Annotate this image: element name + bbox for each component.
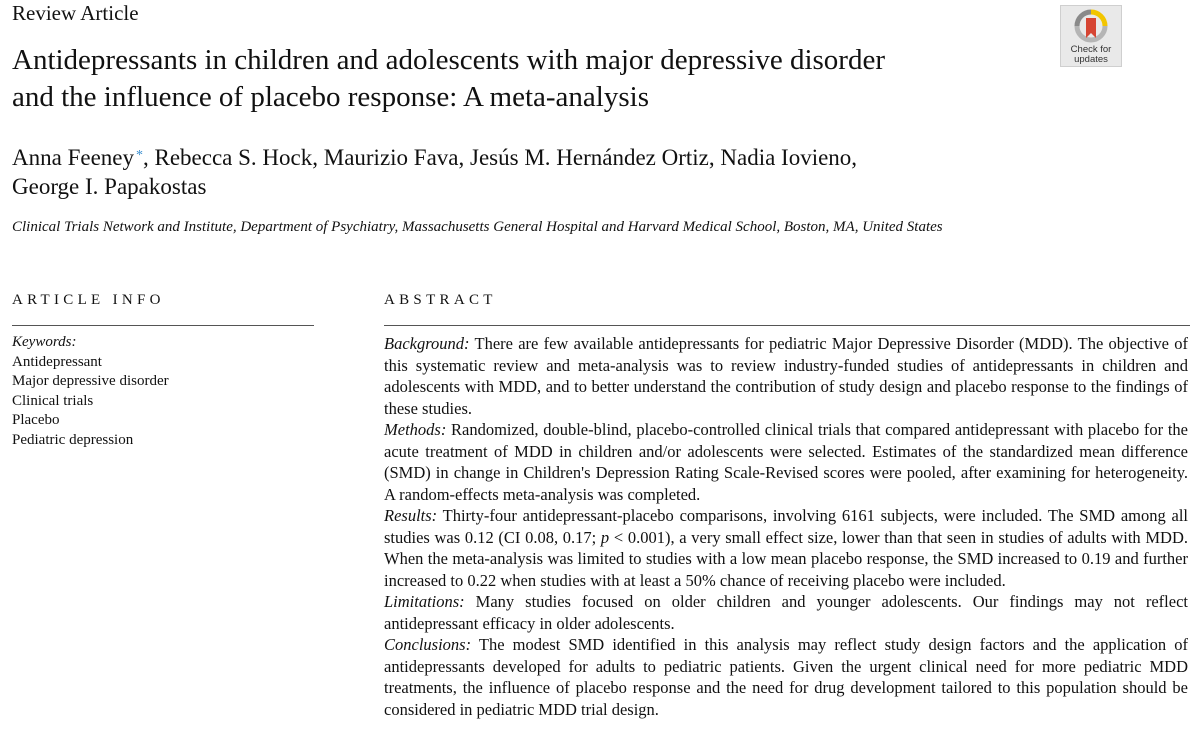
abstract-methods — [384, 419, 1188, 505]
results-text-b: < 0.001), a very small effect size, lower than that seen in studies of adults with MDD. When the meta-analysis was limited to studies with a low mean placebo response, the SMD increased to 0.19 and further increased to 0.22 when studies with at least a 50% chance of receiving placebo were included. — [384, 527, 1188, 590]
title-line1: Antidepressants in children and adolescents with major depressive disorder — [12, 44, 885, 76]
author-list-line2: George I. Papakostas — [12, 174, 207, 199]
corresponding-author-mark[interactable]: * — [136, 148, 143, 163]
background-text: There are few available antidepressants for pediatric Major Depressive Disorder (MDD). The objective of this systematic review and meta-analysis was to review industry-funded studies of antidepressants in children and adolescents with MDD, and to better understand the contribution of study design and placebo response to the findings of these studies. — [384, 334, 1188, 418]
abstract-heading: ABSTRACT — [384, 292, 497, 308]
article-info-divider — [12, 325, 314, 326]
check-for-updates-badge[interactable] — [1060, 5, 1122, 67]
limitations-text: Many studies focused on older children and younger adolescents. Our findings may not reflect antidepressant efficacy in older adolescents. — [384, 592, 1188, 633]
abstract-results — [384, 505, 1188, 591]
keywords-label: Keywords: — [12, 334, 77, 350]
results-p-symbol: p — [600, 527, 610, 547]
limitations-label: Limitations: — [384, 592, 465, 611]
affiliation: Clinical Trials Network and Institute, Department of Psychiatry, Massachusetts General Hospital and Harvard Medical School, Boston, MA, United States — [12, 219, 943, 235]
results-text-a: Thirty-four antidepressant-placebo comparisons, involving 6161 subjects, were included. The SMD among all studies was 0.12 (CI 0.08, 0.17; — [384, 506, 1188, 547]
article-type: Review Article — [12, 1, 139, 25]
badge-line1: Check for — [1070, 44, 1112, 55]
conclusions-label: Conclusions: — [384, 635, 472, 654]
keyword-item: Antidepressant — [12, 353, 102, 370]
methods-label: Methods: — [384, 420, 447, 439]
background-label: Background: — [384, 334, 470, 353]
badge-line2: updates — [1074, 54, 1108, 65]
author-list-rest: , Rebecca S. Hock, Maurizio Fava, Jesús M. Hernández Ortiz, Nadia Iovieno, — [143, 145, 858, 170]
author-list — [12, 143, 1072, 201]
methods-text: Randomized, double-blind, placebo-controlled clinical trials that compared antidepressant with placebo for the acute treatment of MDD in children and/or adolescents were selected. Estimates of the standardized mean difference (SMD) in change in Children's Depression Rating Scale-Revised scores were pooled, after examining for heterogeneity. A random-effects meta-analysis was completed. — [384, 420, 1188, 504]
keyword-item: Pediatric depression — [12, 431, 134, 448]
conclusions-text: The modest SMD identified in this analysis may reflect study design factors and the application of antidepressants developed for adults to pediatric patients. Given the urgent clinical need for more pediatric MDD treatments, the influence of placebo response and the need for drug development tailored to this population should be considered in pediatric MDD trial design. — [384, 635, 1188, 719]
abstract-background — [384, 333, 1188, 419]
results-label: Results: — [384, 506, 438, 525]
author-first[interactable]: Anna Feeney — [12, 145, 134, 170]
abstract-divider — [384, 325, 1190, 326]
keywords-block — [12, 333, 169, 450]
article-info-heading: ARTICLE INFO — [12, 292, 165, 308]
title-line2: and the influence of placebo response: A meta-analysis — [12, 81, 649, 113]
crossmark-icon — [1074, 9, 1108, 43]
keyword-item: Major depressive disorder — [12, 373, 169, 389]
keyword-item: Placebo — [12, 412, 60, 428]
article-title — [12, 42, 1052, 116]
abstract-conclusions — [384, 634, 1188, 720]
abstract-body — [384, 333, 1188, 720]
keyword-item: Clinical trials — [12, 392, 94, 409]
abstract-limitations — [384, 591, 1188, 634]
